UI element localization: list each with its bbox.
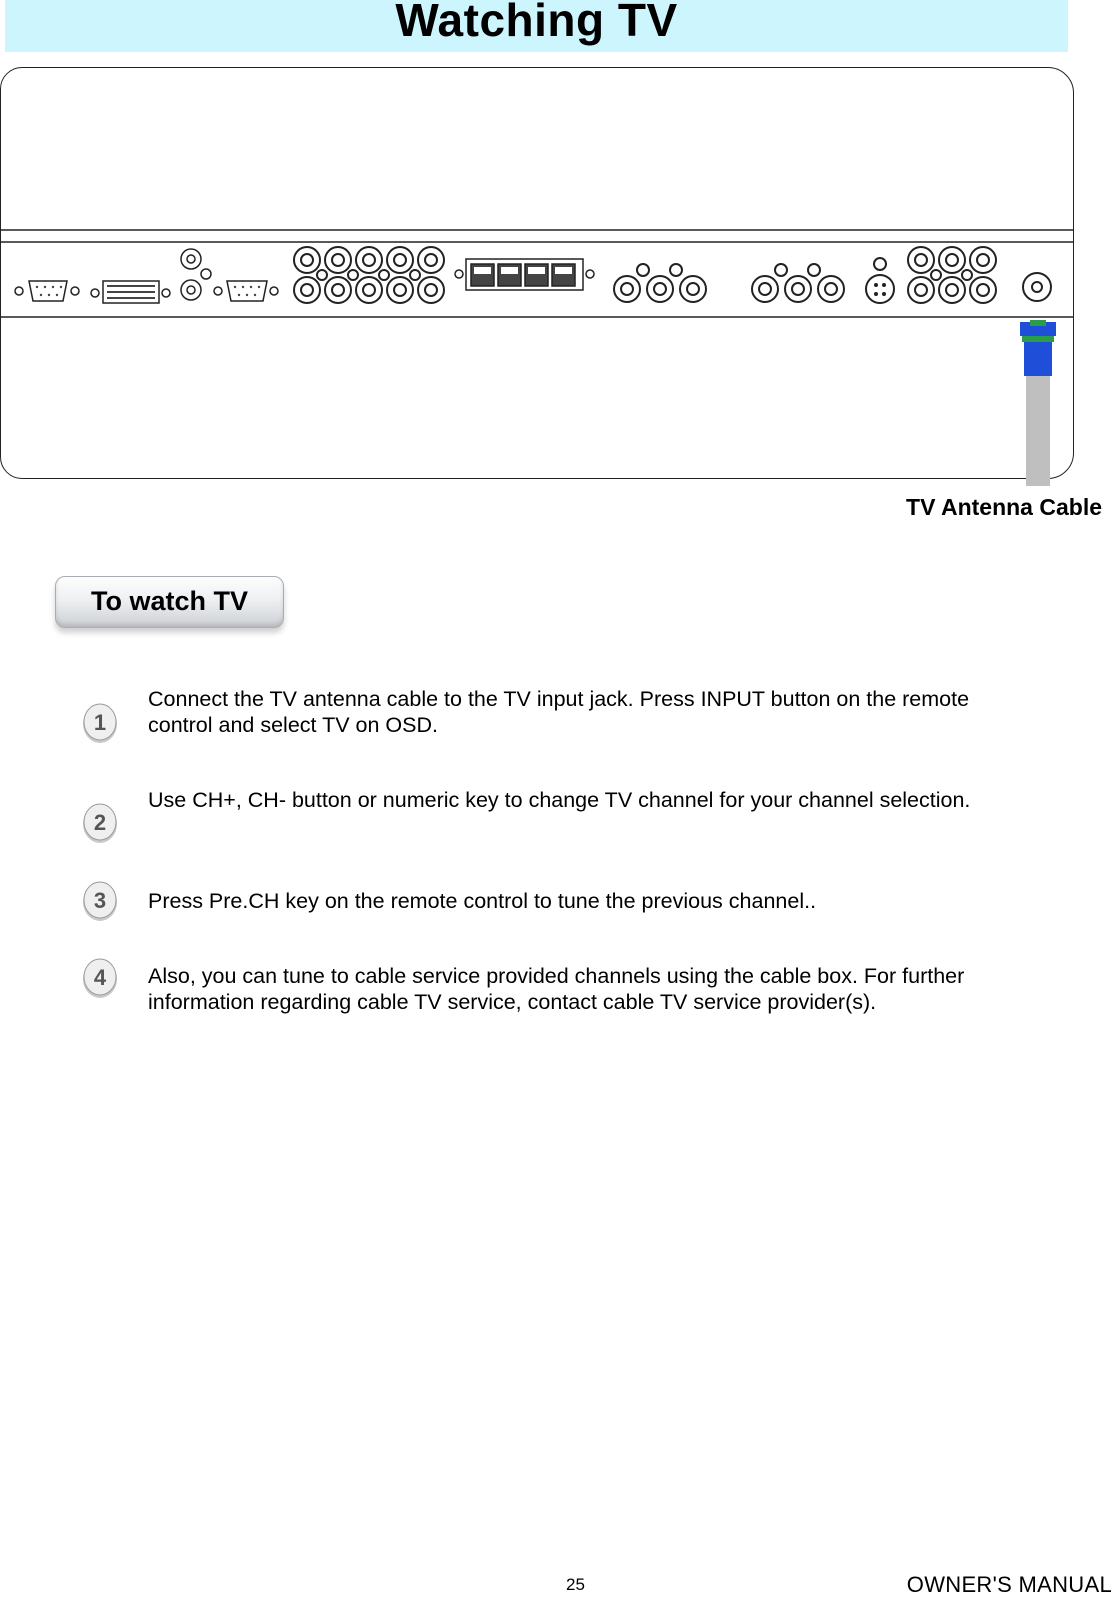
step-4-text: Also, you can tune to cable service provided channels using the cable box. For further information regarding cable TV service, contact cable TV service provider(s). (148, 964, 965, 1014)
title-bar (5, 0, 1068, 52)
step-3-number: 3 (93, 888, 107, 913)
step-3-text: Press Pre.CH key on the remote control to tune the previous channel.. (148, 889, 817, 913)
step-4-number-icon (80, 955, 120, 1001)
step-2-number: 2 (93, 810, 107, 835)
page-title: Watching TV (395, 0, 678, 46)
tv-rear-panel-diagram (0, 67, 1074, 479)
page-number: 25 (566, 1575, 585, 1594)
step-4-number: 4 (93, 965, 107, 990)
step-2-number-icon (80, 800, 120, 846)
section-heading-badge: To watch TV (55, 576, 284, 628)
tv-rear-connector-panel-icon (1, 68, 1074, 479)
cable-label: TV Antenna Cable (906, 494, 1102, 520)
antenna-cable-plug-icon (1016, 320, 1062, 486)
step-1-text: Connect the TV antenna cable to the TV input jack. Press INPUT button on the remote control and select TV on OSD. (148, 687, 970, 737)
step-3-number-icon (80, 878, 120, 924)
step-2-text: Use CH+, CH- button or numeric key to change TV channel for your channel selection. (148, 788, 971, 812)
footer-manual-label: OWNER'S MANUAL (906, 1572, 1112, 1597)
step-1-number: 1 (93, 710, 107, 735)
step-1-number-icon (80, 700, 120, 746)
